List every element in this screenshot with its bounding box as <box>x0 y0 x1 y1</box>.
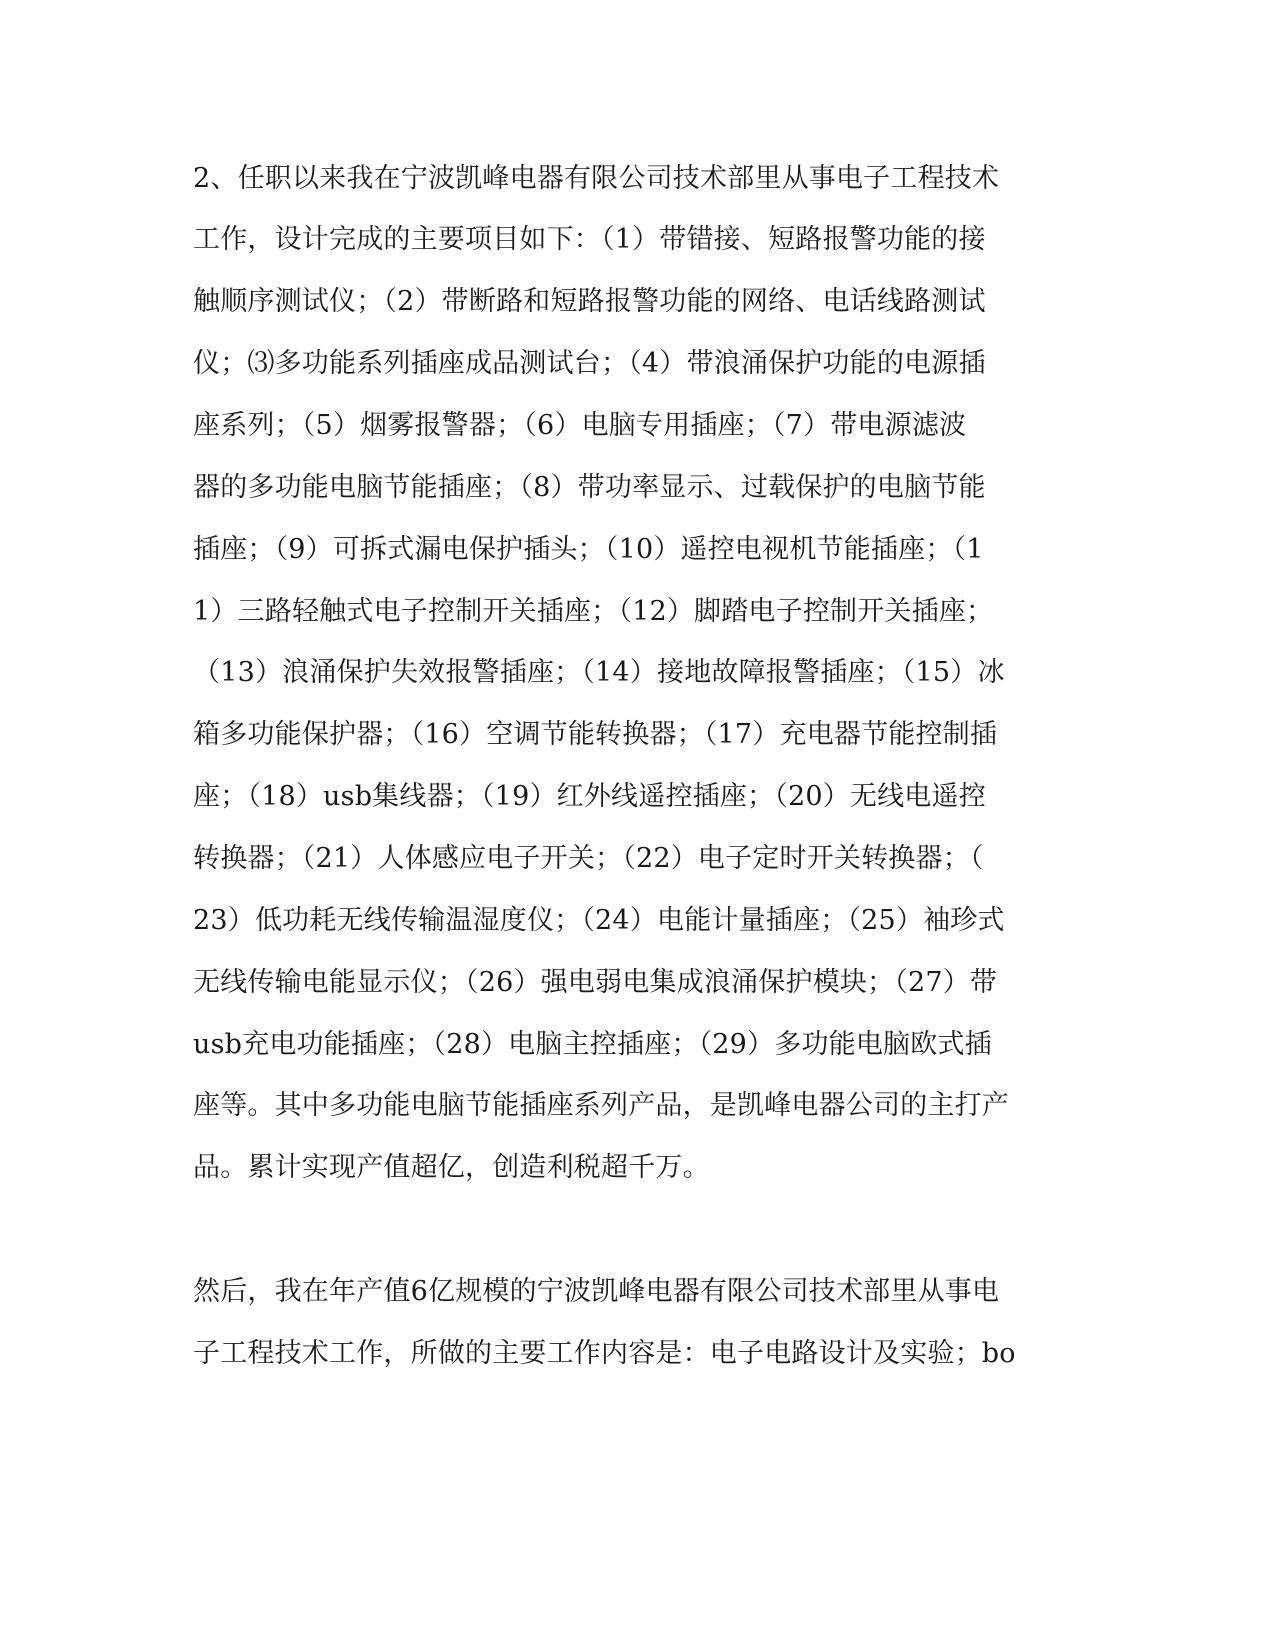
text-line: 2、任职以来我在宁波凯峰电器有限公司技术部里从事电子工程技术 <box>193 163 1000 194</box>
text-line: 工作，设计完成的主要项目如下：（1）带错接、短路报警功能的接 <box>193 224 986 255</box>
text-line: 仪；⑶多功能系列插座成品测试台；（4）带浪涌保护功能的电源插 <box>193 348 986 379</box>
text-line: 然后，我在年产值6亿规模的宁波凯峰电器有限公司技术部里从事电 <box>193 1276 1000 1307</box>
text-line: 品。累计实现产值超亿，创造利税超千万。 <box>193 1152 710 1183</box>
text-line: （13）浪涌保护失效报警插座；（14）接地故障报警插座；（15）冰 <box>193 657 1005 688</box>
text-line: 器的多功能电脑节能插座；（8）带功率显示、过载保护的电脑节能 <box>193 472 986 503</box>
text-line: 箱多功能保护器；（16）空调节能转换器；（17）充电器节能控制插 <box>193 719 998 750</box>
text-line: 触顺序测试仪；（2）带断路和短路报警功能的网络、电话线路测试 <box>193 286 986 317</box>
text-line: usb充电功能插座；（28）电脑主控插座；（29）多功能电脑欧式插 <box>193 1029 992 1060</box>
text-line: 座等。其中多功能电脑节能插座系列产品，是凯峰电器公司的主打产 <box>193 1090 1009 1121</box>
text-line: 插座；（9）可拆式漏电保护插头；（10）遥控电视机节能插座；（1 <box>193 534 984 565</box>
text-line: 子工程技术工作，所做的主要工作内容是：电子电路设计及实验；bo <box>193 1338 1016 1369</box>
text-line: 1）三路轻触式电子控制开关插座；（12）脚踏电子控制开关插座； <box>193 596 994 627</box>
text-line: 转换器；（21）人体感应电子开关；（22）电子定时开关转换器；（ <box>193 843 984 874</box>
text-line: 座；（18）usb集线器；（19）红外线遥控插座；（20）无线电遥控 <box>193 781 986 812</box>
text-line: 23）低功耗无线传输温湿度仪；（24）电能计量插座；（25）袖珍式 <box>193 905 1005 936</box>
text-line: 无线传输电能显示仪；（26）强电弱电集成浪涌保护模块；（27）带 <box>193 967 998 998</box>
text-line: 座系列；（5）烟雾报警器；（6）电脑专用插座；（7）带电源滤波 <box>193 410 967 441</box>
